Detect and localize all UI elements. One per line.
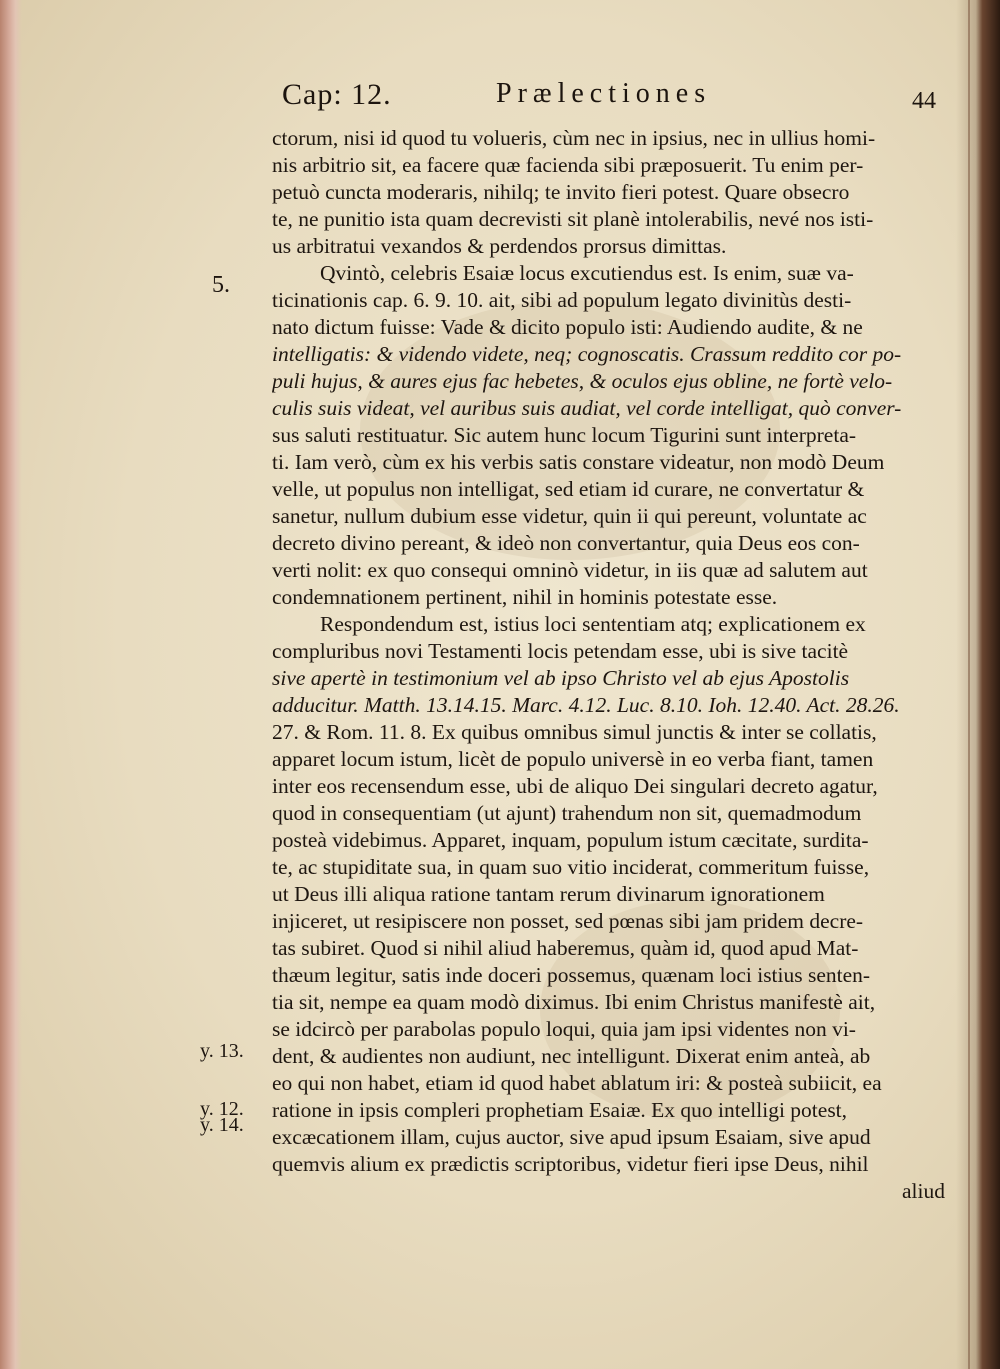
catchword: aliud <box>902 1179 945 1203</box>
page-edge-left <box>0 0 22 1369</box>
text-line: ti. Iam verò, cùm ex his verbis satis constare videatur, non modò Deum <box>272 450 885 474</box>
text-line: quod in consequentiam (ut ajunt) trahendum non sit, quemadmodum <box>272 801 862 825</box>
text-line: Respondendum est, istius loci sententiam atq; explicationem ex <box>320 612 866 636</box>
text-line: decreto divino pereant, & ideò non convertantur, quia Deus eos con- <box>272 531 860 555</box>
text-line: ratione in ipsis compleri prophetiam Esaiæ. Ex quo intelligi potest, <box>272 1098 848 1122</box>
text-line: Qvintò, celebris Esaiæ locus excutiendus est. Is enim, suæ va- <box>320 261 854 285</box>
page-number: 44 <box>912 88 936 114</box>
margin-verse-13: y. 13. <box>200 1040 244 1062</box>
text-line: thæum legitur, satis inde doceri possemus, quænam loci istius senten- <box>272 963 871 987</box>
text-line: 27. & Rom. 11. 8. Ex quibus omnibus simul junctis & inter se collatis, <box>272 720 877 744</box>
text-line: se idcircò per parabolas populo loqui, quia jam ipsi videntes non vi- <box>272 1017 856 1041</box>
text-line: petuò cuncta moderaris, nihilq; te invito fieri potest. Quare obsecro <box>272 180 850 204</box>
text-line: apparet locum istum, licèt de populo universè in eo verba fiant, tamen <box>272 747 874 771</box>
running-title: Prælectiones <box>496 78 712 109</box>
text-line: verti nolit: ex quo consequi omninò videtur, in iis quæ ad salutem aut <box>272 558 868 582</box>
text-line: ticinationis cap. 6. 9. 10. ait, sibi ad populum legato divinitùs desti- <box>272 288 852 312</box>
text-line: posteà videbimus. Apparet, inquam, populum istum cæcitate, surdita- <box>272 828 869 852</box>
text-line: velle, ut populus non intelligat, sed etiam id curare, ne convertatur & <box>272 477 865 501</box>
text-line: tia sit, nempe ea quam modò diximus. Ibi enim Christus manifestè ait, <box>272 990 876 1014</box>
body-text <box>272 125 962 1205</box>
section-number: 5. <box>212 272 230 298</box>
text-line: dent, & audientes non audiunt, nec intelligunt. Dixerat enim anteà, ab <box>272 1044 871 1068</box>
margin-verse-14: y. 14. <box>200 1114 244 1136</box>
text-line: condemnationem pertinent, nihil in hominis potestate esse. <box>272 585 778 609</box>
text-line: compluribus novi Testamenti locis petendam esse, ubi is sive tacitè <box>272 639 849 663</box>
text-line: us arbitratui vexandos & perdendos prorsus dimittas. <box>272 234 727 258</box>
text-line: sus saluti restituatur. Sic autem hunc locum Tigurini sunt interpreta- <box>272 423 857 447</box>
text-line: tas subiret. Quod si nihil aliud haberemus, quàm id, quod apud Mat- <box>272 936 859 960</box>
page-header <box>282 78 962 122</box>
text-line: inter eos recensendum esse, ubi de aliquo Dei singulari decreto agatur, <box>272 774 878 798</box>
text-line: nis arbitrio sit, ea facere quæ facienda sibi præposuerit. Tu enim per- <box>272 153 864 177</box>
chapter-heading: Cap: 12. <box>282 78 392 111</box>
page-edge-right <box>956 0 1000 1369</box>
margin-verse-12: y. 12. <box>200 1098 244 1120</box>
text-line: eo qui non habet, etiam id quod habet ablatum iri: & posteà subiicit, ea <box>272 1071 882 1095</box>
text-line: injiceret, ut resipiscere non posset, sed pœnas sibi jam pridem decre- <box>272 909 864 933</box>
text-line: excæcationem illam, cujus auctor, sive apud ipsum Esaiam, sive apud <box>272 1125 871 1149</box>
text-line: ctorum, nisi id quod tu volueris, cùm nec in ipsius, nec in ullius homi- <box>272 126 876 150</box>
text-line: quemvis alium ex prædictis scriptoribus, videtur fieri ipse Deus, nihil <box>272 1152 869 1176</box>
text-line: nato dictum fuisse: Vade & dicito populo isti: Audiendo audite, & ne <box>272 315 863 339</box>
text-line: te, ac stupiditate sua, in quam suo vitio inciderat, commeritum fuisse, <box>272 855 870 879</box>
text-line: sive apertè in testimonium vel ab ipso Christo vel ab ejus Apostolis <box>272 666 850 690</box>
text-line: ut Deus illi aliqua ratione tantam rerum divinarum ignorationem <box>272 882 825 906</box>
text-line: sanetur, nullum dubium esse videtur, quin ii qui pereunt, voluntate ac <box>272 504 867 528</box>
text-line: culis suis videat, vel auribus suis audiat, vel corde intelligat, quò conver- <box>272 396 902 420</box>
text-line: te, ne punitio ista quam decrevisti sit planè intolerabilis, nevé nos isti- <box>272 207 874 231</box>
text-line: adducitur. Matth. 13.14.15. Marc. 4.12. Luc. 8.10. Ioh. 12.40. Act. 28.26. <box>272 693 900 717</box>
text-line: puli hujus, & aures ejus fac hebetes, & oculos ejus obline, ne fortè velo- <box>272 369 893 393</box>
text-line: intelligatis: & videndo videte, neq; cognoscatis. Crassum reddito cor po- <box>272 342 902 366</box>
